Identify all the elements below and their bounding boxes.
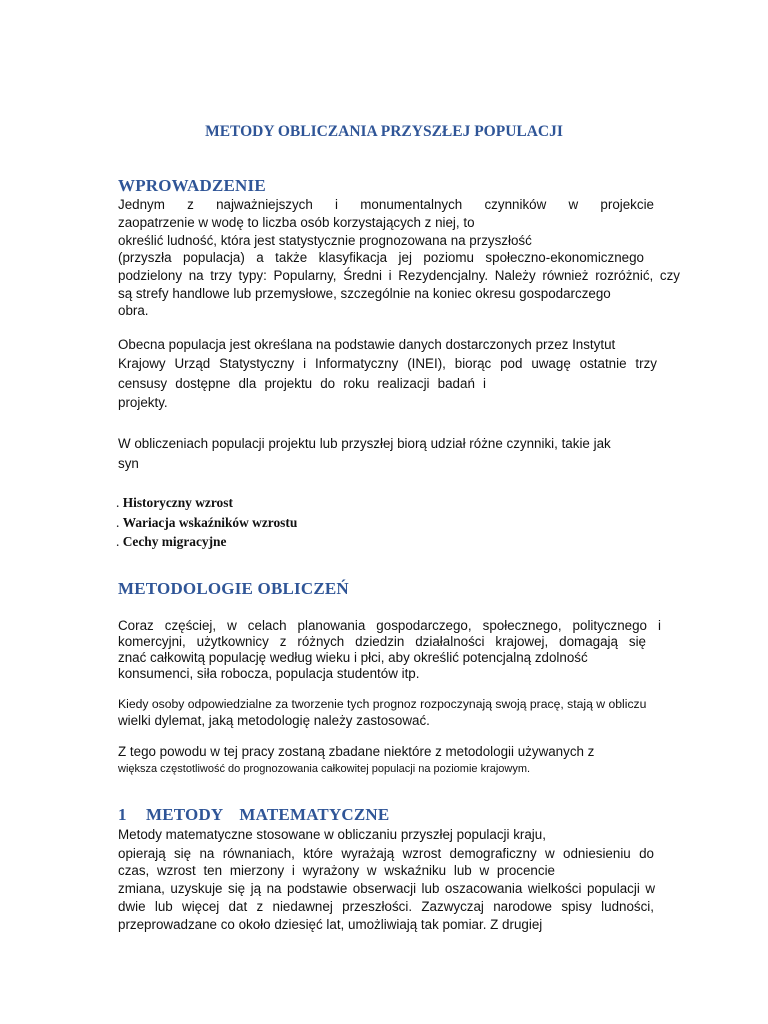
intro-p2-line: Obecna populacja jest określana na podstawie danych dostarczonych przez Instytut	[118, 337, 616, 352]
math-line: Metody matematyczne stosowane w obliczaniu przyszłej populacji kraju,	[118, 827, 546, 842]
math-line: dwie lub więcej dat z niedawnej przeszłości. Zazwyczaj narodowe spisy ludności,	[118, 899, 654, 914]
intro-line: Jednym z najważniejszych i monumentalnych czynników w projekcie	[118, 197, 654, 212]
intro-line: są strefy handlowe lub przemysłowe, szczególnie na koniec okresu gospodarczego	[118, 286, 611, 301]
bullet-text: Historyczny wzrost	[122, 495, 233, 510]
bullet-text: Wariacja wskaźników wzrostu	[122, 515, 298, 530]
bullet-item	[116, 494, 233, 512]
methods-p2-line: wielki dylemat, jaką metodologię należy zastosować.	[118, 713, 430, 728]
math-heading-word: METODY	[146, 805, 224, 824]
methods-p1-line: konsumenci, siła robocza, populacja studentów itp.	[118, 666, 420, 681]
intro-line: określić ludność, która jest statystycznie prognozowana na przyszłość	[118, 233, 532, 248]
bullet-marker: .	[116, 515, 123, 530]
methods-heading: METODOLOGIE OBLICZEŃ	[118, 579, 349, 598]
bullet-text: Cechy migracyjne	[122, 534, 227, 549]
math-line: opierają się na równaniach, które wyrażają wzrost demograficzny w odniesieniu do	[118, 846, 654, 861]
math-line: przeprowadzane co około dziesięć lat, umożliwiają tak pomiar. Z drugiej	[118, 917, 543, 932]
bullet-marker: .	[116, 495, 123, 510]
math-line: zmiana, uzyskuje się ją na podstawie obserwacji lub oszacowania wielkości populacji w	[118, 881, 655, 896]
intro-line: zaopatrzenie w wodę to liczba osób korzystających z niej, to	[118, 215, 475, 230]
intro-line: obra.	[118, 303, 149, 318]
methods-p3-line: większa częstotliwość do prognozowania całkowitej populacji na poziomie krajowym.	[118, 763, 531, 775]
intro-line: podzielony na trzy typy: Popularny, Średni i Rezydencjalny. Należy również rozróżnić, czy	[118, 268, 680, 283]
bullet-item	[116, 514, 297, 532]
intro-p2-line: Krajowy Urząd Statystyczny i Informatyczny (INEI), biorąc pod uwagę ostatnie trzy	[118, 356, 657, 371]
methods-p1-line: komercyjni, użytkownicy z różnych dziedzin działalności krajowej, domagają się	[118, 634, 646, 649]
methods-p1-line: Coraz częściej, w celach planowania gospodarczego, społecznego, politycznego i	[118, 618, 661, 633]
intro-line: (przyszła populacja) a także klasyfikacja jej poziomu społeczno-ekonomicznego	[118, 250, 644, 265]
math-heading-number: 1	[118, 805, 127, 824]
methods-p2-line: Kiedy osoby odpowiedzialne za tworzenie tych prognoz rozpoczynają swoją pracę, stają w obliczu	[118, 697, 647, 711]
math-line: czas, wzrost ten mierzony i wyrażony w wskaźniku lub w procencie	[118, 863, 555, 878]
math-heading-word: MATEMATYCZNE	[239, 805, 390, 824]
bullet-item	[116, 533, 226, 551]
document-title: METODY OBLICZANIA PRZYSZŁEJ POPULACJI	[205, 123, 563, 140]
bullet-marker: .	[116, 534, 123, 549]
intro-p2-line: projekty.	[118, 395, 168, 410]
methods-p3-line: Z tego powodu w tej pracy zostaną zbadane niektóre z metodologii używanych z	[118, 744, 595, 759]
math-heading	[118, 805, 389, 825]
intro-p2-line: censusy dostępne dla projektu do roku realizacji badań i	[118, 376, 486, 391]
intro-p3-line: W obliczeniach populacji projektu lub przyszłej biorą udział różne czynniki, takie jak	[118, 436, 611, 451]
methods-p1-line: znać całkowitą populację według wieku i płci, aby określić potencjalną zdolność	[118, 650, 588, 665]
intro-heading: WPROWADZENIE	[118, 176, 266, 195]
intro-p3-line: syn	[118, 456, 139, 471]
